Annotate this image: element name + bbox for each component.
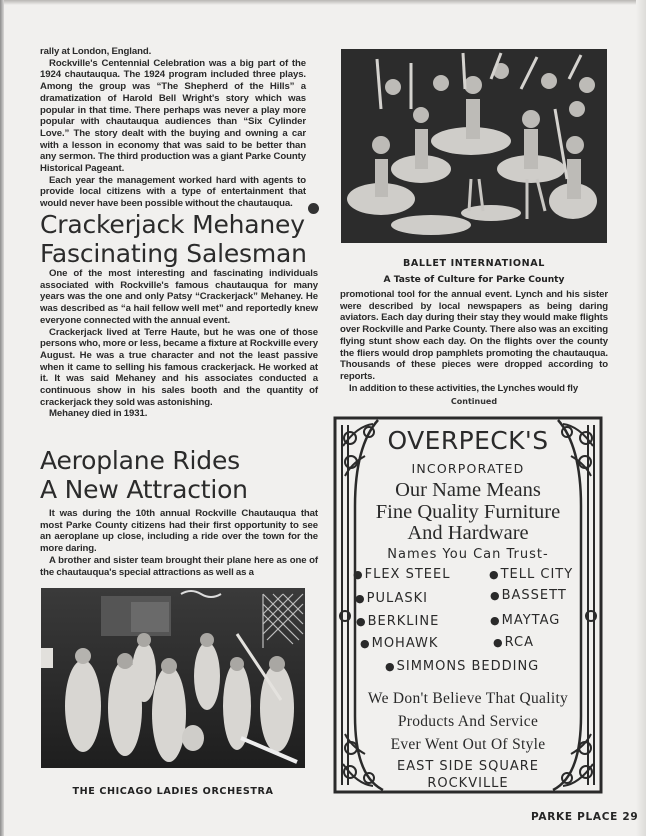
bullet-icon: ●: [353, 568, 364, 581]
ad-slogan: [333, 480, 603, 545]
intro-paragraph: Rockville's Centennial Celebration was a big part of the 1924 chautauqua. The 1924 program included three plays. Among the group was “The Shepherd of the Hills” a dramatization of Harold Bell Wright's story which was popular in that time. There perhaps was never a play more popular with chautauqua audiences than “Six Cylinder Love.” The story dealt with the buying and owning a car with a lesson in economy that was said to be better than any sermon. The third production was a giant Parke County Historical Pageant.: [40, 57, 306, 175]
overpecks-advertisement: [333, 416, 603, 794]
ad-address: [333, 758, 603, 792]
article-crackerjack: [40, 210, 318, 268]
photo-ballet-international: [341, 49, 607, 243]
article-aeroplane: [40, 446, 318, 504]
continued-article-body: [340, 289, 608, 394]
tagline-line: Products And Service: [397, 713, 539, 730]
article-paragraph: A brother and sister team brought their plane here as one of the chautauqua's special attractions as well as a: [40, 554, 318, 578]
brand-item: ●RCA: [493, 635, 534, 650]
intro-text: [40, 46, 306, 210]
bullet-icon: ●: [360, 637, 371, 650]
page-edge-right: [636, 0, 646, 836]
bullet-icon: ●: [385, 660, 396, 673]
bullet-icon: ●: [490, 614, 501, 627]
brand-item: ●TELL CITY: [489, 567, 574, 582]
brand-item: ●FLEX STEEL: [353, 567, 451, 582]
address-line: ROCKVILLE: [427, 776, 509, 791]
bullet-icon: ●: [493, 636, 504, 649]
brand-item: ●BERKLINE: [356, 614, 440, 629]
orchestra-photo-image: [41, 588, 305, 768]
brand-item: ●BASSETT: [490, 588, 567, 603]
slogan-line: Our Name Means: [395, 479, 541, 501]
brand-item: ●MOHAWK: [360, 636, 439, 651]
slogan-line: Fine Quality Furniture: [375, 500, 561, 523]
ad-company-name: OVERPECK'S: [387, 426, 549, 455]
article-body-aeroplane: [40, 508, 318, 578]
continued-label: Continued: [450, 397, 498, 407]
page-number: 29: [622, 811, 639, 823]
brand-item: ●MAYTAG: [490, 613, 561, 628]
bullet-icon: ●: [355, 592, 366, 605]
ballet-caption-subtitle: A Taste of Culture for Parke County: [383, 275, 565, 285]
bullet-icon: ●: [489, 568, 500, 581]
article-paragraph: promotional tool for the annual event. Lynch and his sister were described by local newspapers as being daring aviators. Each day during their stay they would make flights over Rockville and Parke County. There also was an exciting flying stunt show each day. On the flights over the county the fliers would drop pamphlets promoting the chautauqua. Thousands of these pieces were dropped according to reports.: [340, 289, 608, 382]
orchestra-caption: THE CHICAGO LADIES ORCHESTRA: [72, 786, 274, 797]
brands-heading: Names You Can Trust-: [387, 547, 549, 562]
ballet-caption-title: BALLET INTERNATIONAL: [402, 258, 546, 269]
publication-name: PARKE PLACE: [531, 811, 618, 823]
tagline-line: Ever Went Out Of Style: [390, 736, 546, 753]
ballet-photo-image: [341, 49, 607, 243]
bullet-icon: ●: [490, 589, 501, 602]
address-line: EAST SIDE SQUARE: [396, 759, 539, 774]
article-paragraph: It was during the 10th annual Rockville Chautauqua that most Parke County citizens had their first opportunity to see an aeroplane up close, including a ride over the town for the more daring.: [40, 508, 318, 555]
brand-item: ●SIMMONS BEDDING: [385, 659, 540, 674]
headline-line: Crackerjack Mehaney: [40, 210, 305, 239]
ballet-caption-block: [340, 258, 608, 406]
intro-paragraph: rally at London, England.: [40, 46, 152, 57]
page-edge-left: [0, 0, 4, 836]
article-paragraph: Crackerjack lived at Terre Haute, but he was one of those persons who, more or less, became a fixture at Rockville every August. He was a true character and not the least passive when it came to selling his famous crackerjack. He worked at it. It was said Mehaney and his associates conducted a continuous show in his sales booth and the quantity of crackerjack they sold was astonishing.: [40, 326, 318, 408]
headline-line: A New Attraction: [40, 475, 248, 504]
page-edge-top: [0, 0, 646, 5]
slogan-line: And Hardware: [407, 522, 529, 544]
page-footer: [531, 811, 638, 823]
intro-paragraph: Each year the management worked hard with agents to provide local citizens with a type of entertainment that would never have been possible without the chautauqua.: [40, 174, 306, 210]
headline-line: Aeroplane Rides: [40, 446, 240, 475]
photo-chicago-ladies-orchestra: [41, 588, 305, 768]
tagline-line: We Don't Believe That Quality: [367, 690, 569, 707]
bullet-icon: ●: [356, 615, 367, 628]
article-body-crackerjack: [40, 268, 318, 420]
article-paragraph: One of the most interesting and fascinating individuals associated with Rockville's famous chautauqua for many years was the one and only Patsy “Crackerjack” Mehaney. He was described as “a hail fellow well met” and reportedly knew everyone connected with the annual event.: [40, 268, 318, 326]
ad-tagline: [333, 687, 603, 756]
brand-item: ●PULASKI: [355, 591, 429, 606]
headline-line: Fascinating Salesman: [40, 239, 307, 268]
ad-incorporated: INCORPORATED: [411, 461, 525, 476]
article-paragraph: In addition to these activities, the Lynches would fly: [349, 382, 579, 394]
article-paragraph: Mehaney died in 1931.: [49, 408, 148, 420]
